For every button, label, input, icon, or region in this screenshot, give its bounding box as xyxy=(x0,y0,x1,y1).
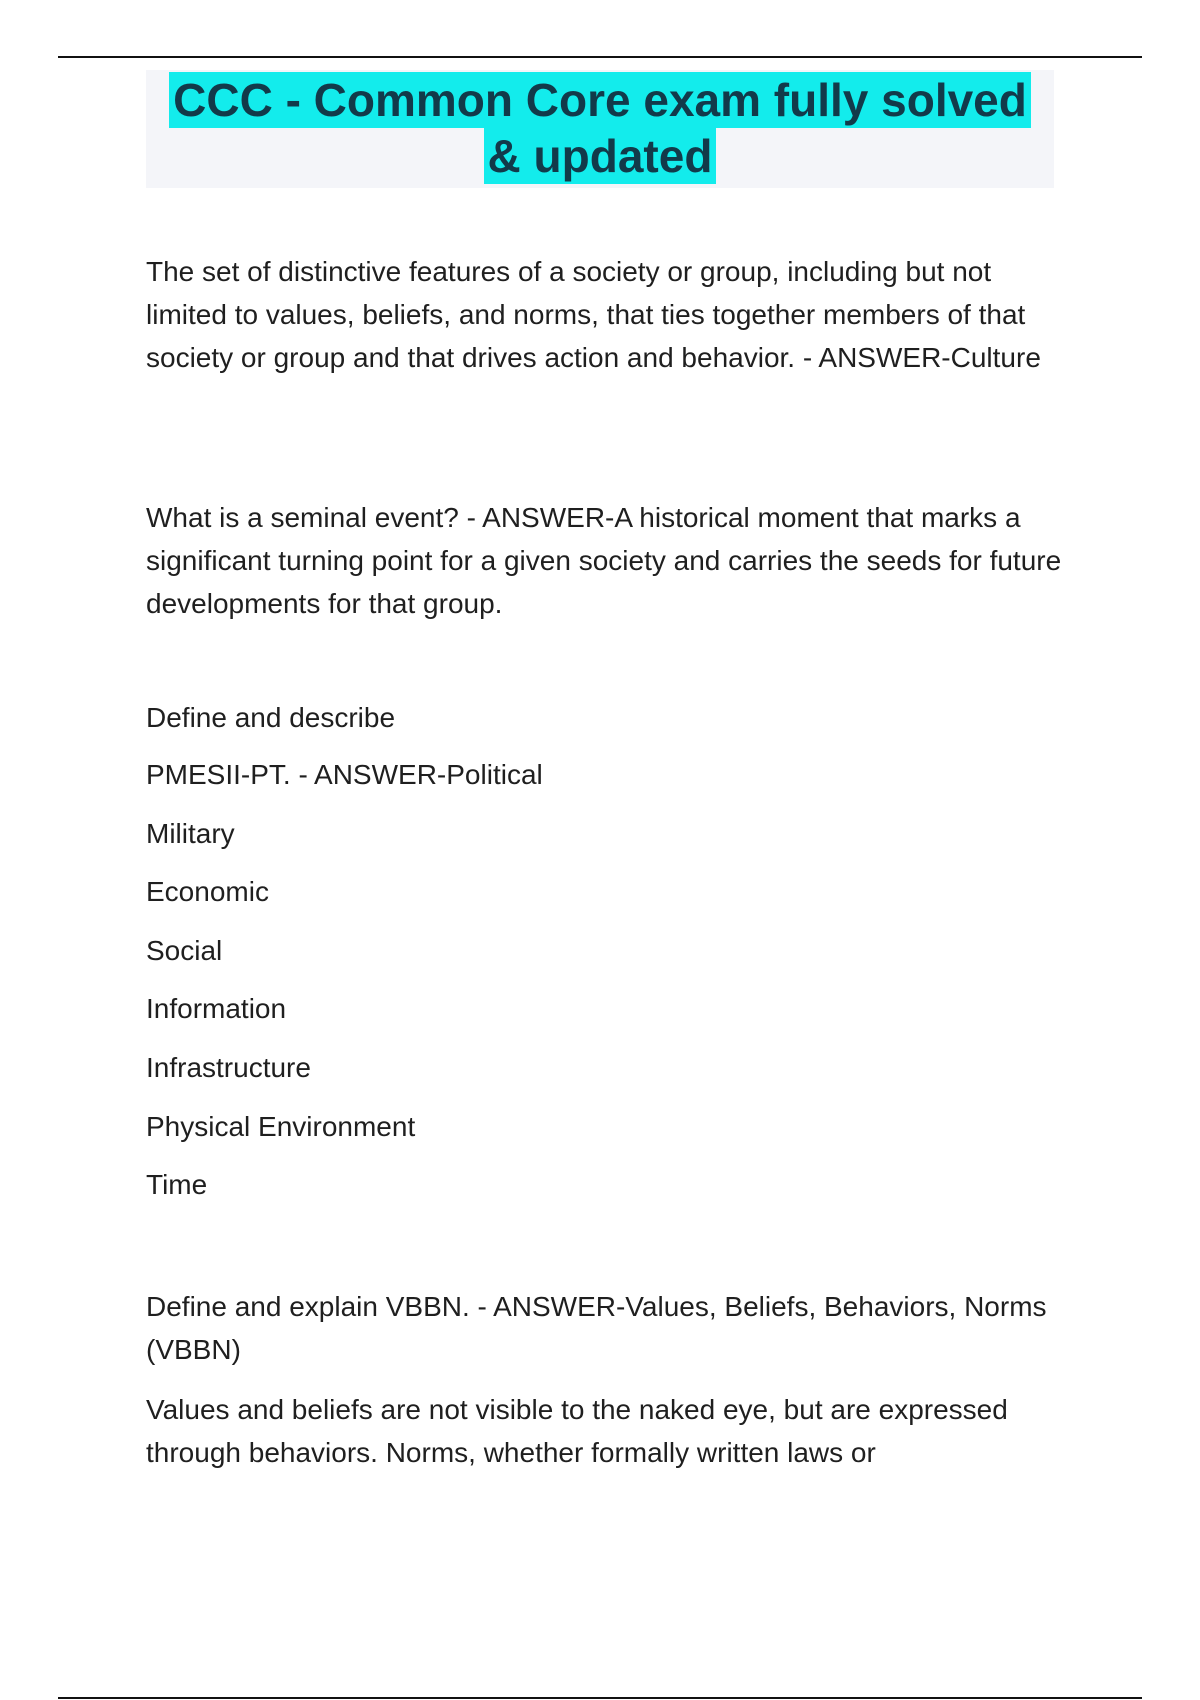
title-line-2: & updated xyxy=(484,128,717,184)
document-title xyxy=(146,70,1054,188)
paragraph-seminal-event: What is a seminal event? - ANSWER-A historical moment that marks a significant turning point for a given society and carries the seeds for future developments for that group. xyxy=(146,502,1062,619)
list-item: Social xyxy=(146,934,223,966)
list-item: Information xyxy=(146,993,287,1025)
pmesii-list xyxy=(146,753,543,1222)
list-item: Physical Environment xyxy=(146,1110,416,1142)
paragraph-vbbn-detail: Values and beliefs are not visible to the naked eye, but are expressed through behaviors. Norms, whether formally written laws or xyxy=(146,1394,1008,1468)
list-item: Time xyxy=(146,1169,208,1201)
footer-rule xyxy=(58,1697,1142,1699)
list-item: PMESII-PT. - ANSWER-Political xyxy=(146,759,543,790)
list-item: Military xyxy=(146,817,235,849)
list-item: Infrastructure xyxy=(146,1051,311,1083)
paragraph-vbbn-question: Define and explain VBBN. - ANSWER-Values, Beliefs, Behaviors, Norms (VBBN) xyxy=(146,1291,1047,1365)
paragraph-culture: The set of distinctive features of a society or group, including but not limited to values, beliefs, and norms, that ties together members of that society or group and that drives action and behavior. - ANSWER-Culture xyxy=(146,256,1041,373)
title-line-1: CCC - Common Core exam fully solved xyxy=(169,72,1031,128)
paragraph-pmesii-question: Define and describe xyxy=(146,702,396,733)
header-rule xyxy=(58,56,1142,58)
list-item: Economic xyxy=(146,876,269,908)
